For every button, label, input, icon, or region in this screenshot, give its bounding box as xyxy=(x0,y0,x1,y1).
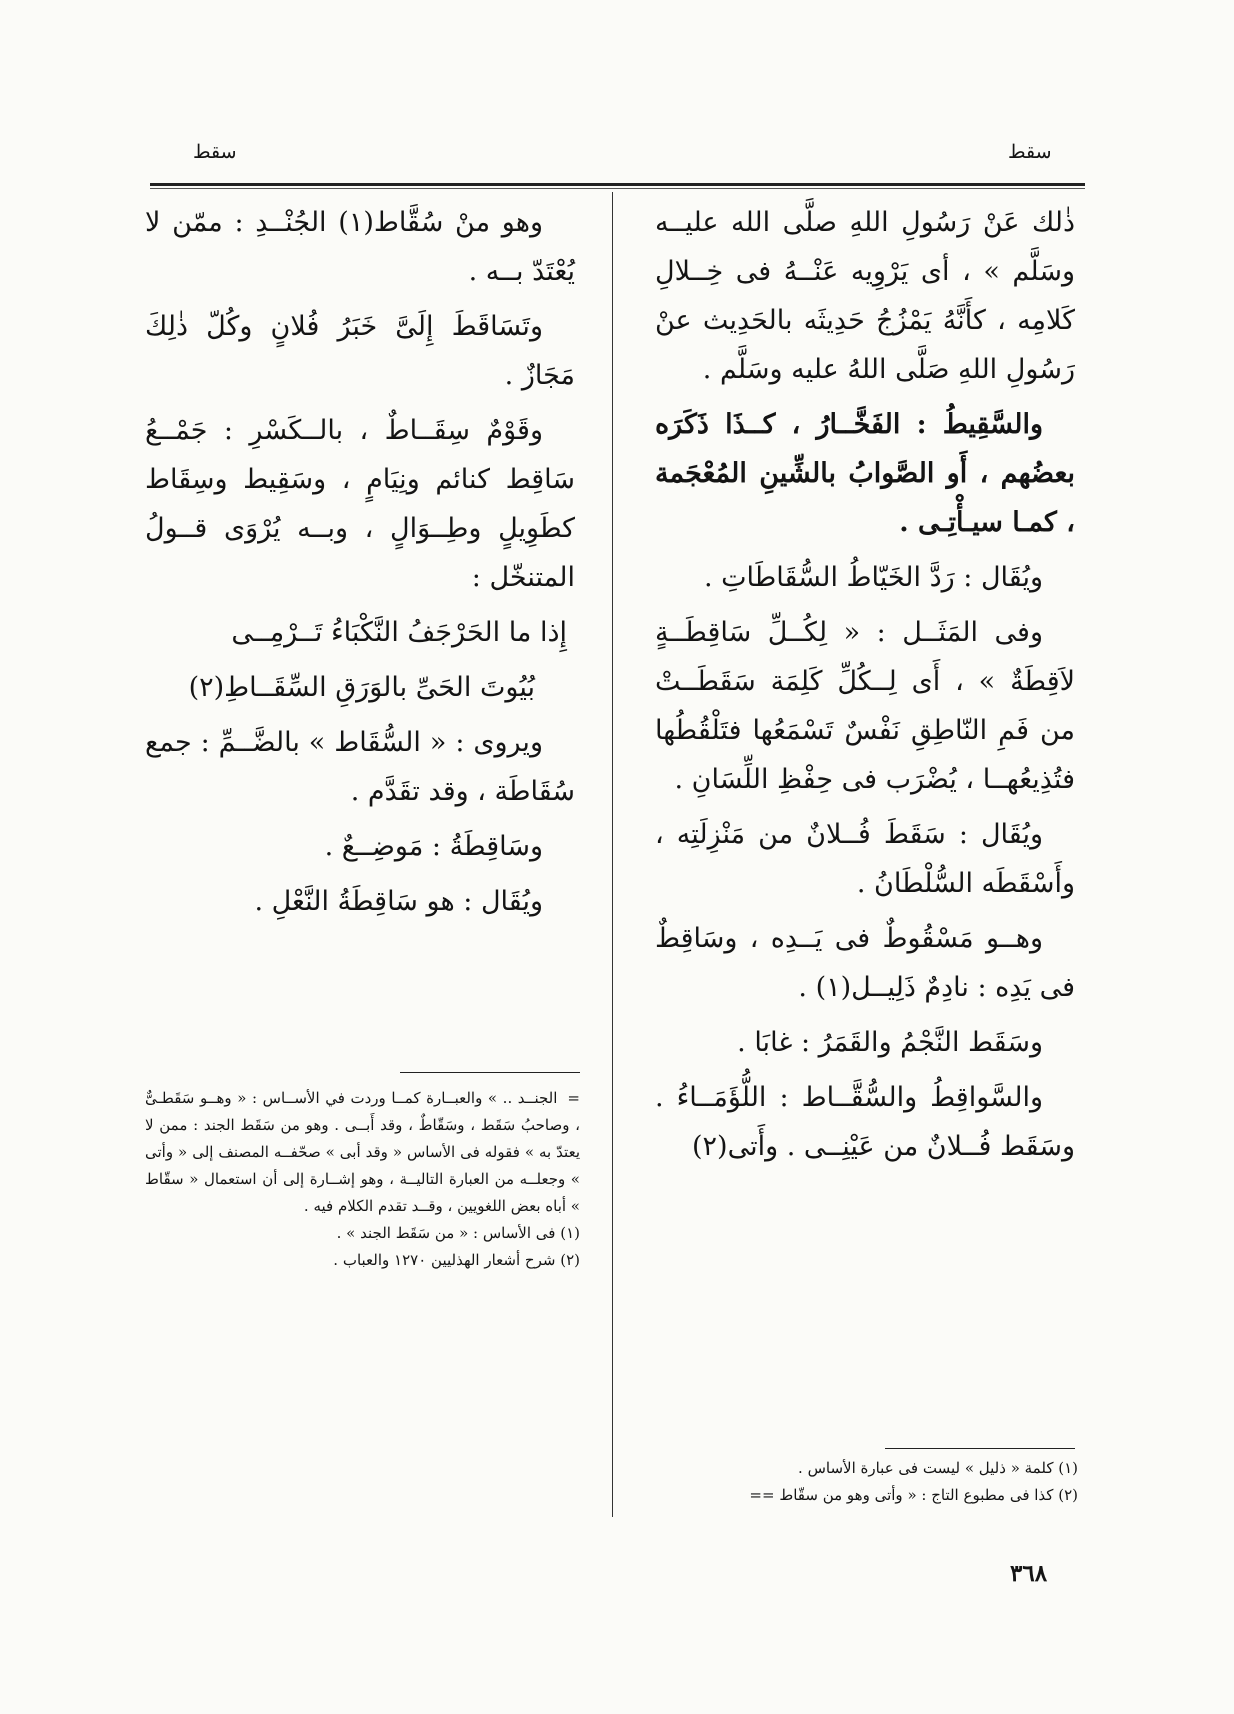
left-column xyxy=(145,198,575,932)
page-number: ٣٦٨ xyxy=(1010,1560,1048,1587)
paragraph: ويُقَال : سَقَطَ فُــلانٌ من مَنْزِلَتِه ، وأَسْقَطَه السُّلْطَانُ . xyxy=(655,819,1075,899)
right-footnotes xyxy=(650,1455,1078,1509)
footnote: (٢) كذا فى مطبوع التاج : « وأتى وهو من سقّاط == xyxy=(749,1486,1078,1504)
paragraph: وسَاقِطَةُ : مَوضِــعٌ . xyxy=(324,831,543,862)
paragraph: وفى المَثَــل : « لِكُــلِّ سَاقِطَــةٍ لاَقِطَةٌ » ، أَى لِــكُلِّ كَلِمَة سَقَطَــتْ من فَمِ النّاطِقِ نَفْسٌ تَسْمَعُها فتَلْقُطُها فتُذِيعُهــا ، يُضْرَب فى حِفْظِ اللِّسَانِ . xyxy=(655,617,1075,795)
right-column xyxy=(655,198,1075,1177)
paragraph: وقَوْمٌ سِقَــاطٌ ، بالــكَسْرِ : جَمْــعُ سَاقِط كنائم ونِيَامٍ ، وسَقِيط وسِقَاط كطَوِيلٍ وطِــوَالٍ ، وبــه يُرْوَى قــولُ المتنخّل : xyxy=(145,415,575,593)
paragraph: ويُقَال : هو سَاقِطَةُ النَّعْلِ . xyxy=(254,886,543,917)
paragraph: وهــو مَسْقُوطٌ فى يَــدِه ، وسَاقِطٌ فى يَدِه : نادِمٌ ذَلِيــل(١) . xyxy=(655,923,1075,1003)
footnote: (١) فى الأساس : « من سَقَط الجند » . xyxy=(336,1224,580,1242)
footnote-rule xyxy=(885,1448,1075,1449)
paragraph: والسَّقِيطُ : الفَخَّــارُ ، كــذَا ذَكَرَه بعضُهم ، أَو الصَّوابُ بالشِّينِ المُعْجَمة ، كمـا سيـأْتِـى . xyxy=(655,409,1075,538)
paragraph: ذٰلك عَنْ رَسُولِ اللهِ صلَّى الله عليــه وسَلَّم » ، أى يَرْوِيه عَنْــهُ فى خِــلالِ كَلامِه ، كأَنَّهُ يَمْزُجُ حَدِيثَه بالحَدِيث عنْ رَسُولِ اللهِ صَلَّى اللهُ عليه وسَلَّم . xyxy=(655,207,1075,385)
footnote: (١) كلمة « ذليل » ليست فى عبارة الأساس . xyxy=(798,1459,1078,1477)
header-word-left: سقط xyxy=(193,141,237,163)
paragraph: وسَقَط النَّجْمُ والقَمَرُ : غابَا . xyxy=(737,1027,1043,1058)
paragraph: ويروى : « السُّقَاط » بالضَّــمِّ : جمع سُقَاطَة ، وقد تقَدَّم . xyxy=(145,727,575,807)
verse-line: بُيُوتَ الحَىِّ بالوَرَقِ السِّقَــاطِ(٢) xyxy=(188,672,535,703)
header-rule xyxy=(150,183,1085,189)
column-divider xyxy=(612,192,613,1517)
footnote-rule xyxy=(400,1072,580,1073)
paragraph: وتَسَاقَطَ إِلَىَّ خَبَرُ فُلانٍ وكُلّ ذٰلِكَ مَجَازٌ . xyxy=(145,311,575,391)
footnote-continued: =الجنــد .. » والعبــارة كمــا وردت في الأســاس : « وهــو سَقَطـىٌّ ، وصاحبُ سَقَط ، وسَقّاطٌ ، وقد أَبــى . وهو من سَقَط الجند : ممن لا يعتدّ به » فقوله فى الأساس « وقد أبى » صحّفــه المصنف إلى « وأتى » وجعلــه من العبارة التاليــة ، وهو إشــارة إلى أن استعمال « سقّاط » أباه بعض اللغويين ، وقــد تقدم الكلام فيه . xyxy=(145,1085,580,1220)
left-footnotes xyxy=(145,1085,580,1274)
header-word-right: سقط xyxy=(1008,141,1052,163)
paragraph: والسَّواقِطُ والسُّقَّــاط : اللُّؤَمَــاءُ . وسَقَط فُــلانٌ من عَيْنِــى . وأَتى(٢) xyxy=(655,1082,1075,1162)
paragraph: وهو منْ سُقَّاط(١) الجُنْــدِ : ممّن لا يُعْتَدّ بــه . xyxy=(145,207,575,287)
verse-line: إِذا ما الحَرْجَفُ النَّكْبَاءُ تَــرْمِــى xyxy=(231,617,567,648)
continuation-marker: = xyxy=(567,1089,580,1107)
paragraph: ويُقَال : رَدَّ الخَيّاطُ السُّقَاطَاتِ . xyxy=(703,562,1043,593)
footnote: (٢) شرح أشعار الهذليين ١٢٧٠ والعباب . xyxy=(333,1251,580,1269)
